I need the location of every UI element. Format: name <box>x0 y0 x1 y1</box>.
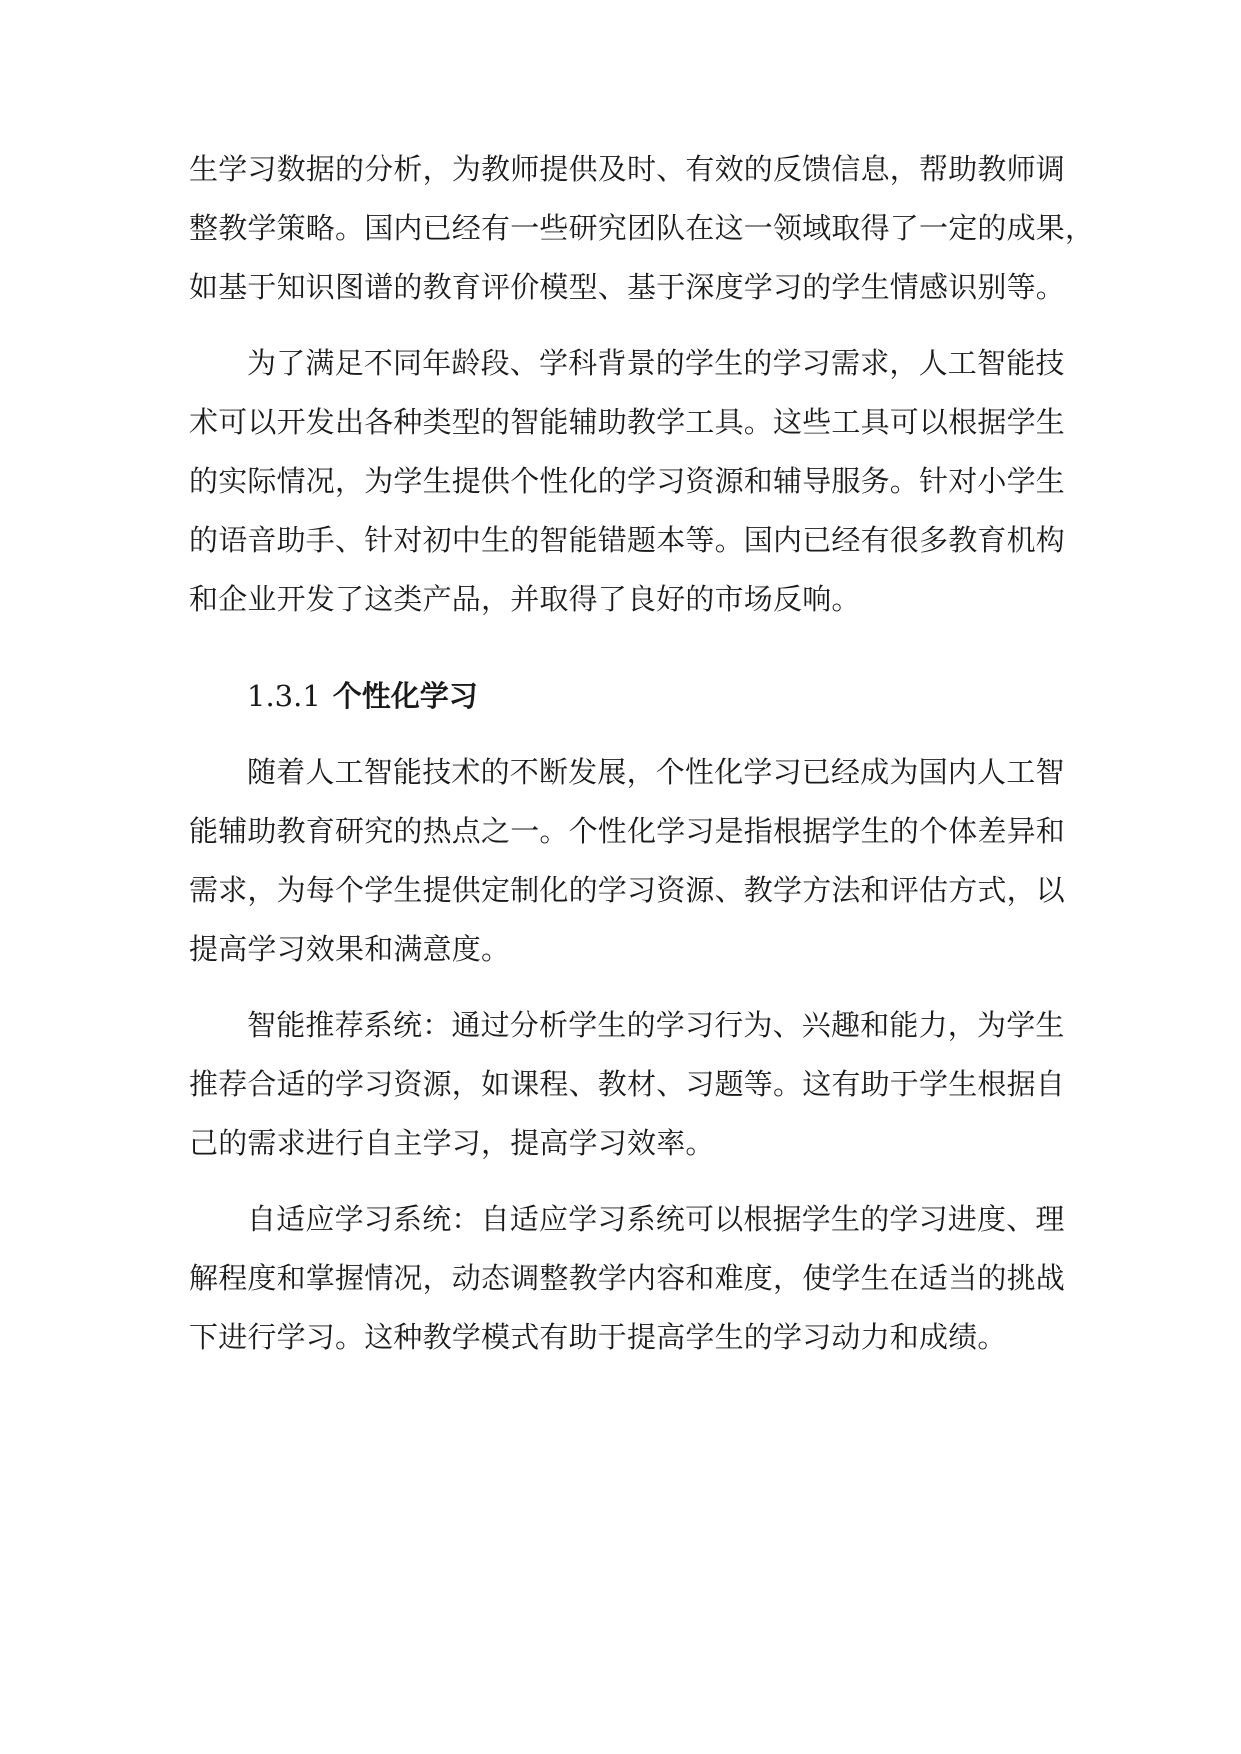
paragraph-line: 自适应学习系统：自适应学习系统可以根据学生的学习进度、理 <box>247 1202 1065 1236</box>
paragraph-line: 智能推荐系统：通过分析学生的学习行为、兴趣和能力，为学生 <box>247 1008 1065 1042</box>
section-number: 1.3.1 <box>247 679 321 713</box>
paragraph-line: 和企业开发了这类产品，并取得了良好的市场反响。 <box>189 582 861 616</box>
body-paragraph <box>189 1190 1066 1367</box>
paragraph-line: 的实际情况，为学生提供个性化的学习资源和辅导服务。针对小学生 <box>189 464 1066 498</box>
paragraph-line: 的语音助手、针对初中生的智能错题本等。国内已经有很多教育机构 <box>189 523 1066 557</box>
paragraph-line: 能辅助教育研究的热点之一。个性化学习是指根据学生的个体差异和 <box>189 814 1066 848</box>
paragraph-line: 随着人工智能技术的不断发展，个性化学习已经成为国内人工智 <box>247 755 1065 789</box>
paragraph-line: 生学习数据的分析，为教师提供及时、有效的反馈信息，帮助教师调 <box>189 152 1066 186</box>
section-title: 个性化学习 <box>332 679 478 713</box>
section-heading <box>189 667 1057 726</box>
paragraph-line: 己的需求进行自主学习，提高学习效率。 <box>189 1126 715 1160</box>
paragraph-line: 解程度和掌握情况，动态调整教学内容和难度，使学生在适当的挑战 <box>189 1261 1066 1295</box>
paragraph-line: 提高学习效果和满意度。 <box>189 932 511 966</box>
body-paragraph <box>189 140 1095 317</box>
paragraph-line: 推荐合适的学习资源，如课程、教材、习题等。这有助于学生根据自 <box>189 1067 1066 1101</box>
paragraph-line: 整教学策略。国内已经有一些研究团队在这一领域取得了一定的成果， <box>189 211 1095 245</box>
paragraph-line: 术可以开发出各种类型的智能辅助教学工具。这些工具可以根据学生 <box>189 405 1066 439</box>
paragraph-line: 为了满足不同年龄段、学科背景的学生的学习需求，人工智能技 <box>247 346 1065 380</box>
body-paragraph <box>189 996 1066 1173</box>
paragraph-line: 如基于知识图谱的教育评价模型、基于深度学习的学生情感识别等。 <box>189 270 1066 304</box>
body-paragraph <box>189 334 1066 629</box>
paragraph-line: 下进行学习。这种教学模式有助于提高学生的学习动力和成绩。 <box>189 1320 1007 1354</box>
paragraph-line: 需求，为每个学生提供定制化的学习资源、教学方法和评估方式，以 <box>189 873 1066 907</box>
body-paragraph <box>189 743 1066 979</box>
document-page <box>189 140 1095 1367</box>
